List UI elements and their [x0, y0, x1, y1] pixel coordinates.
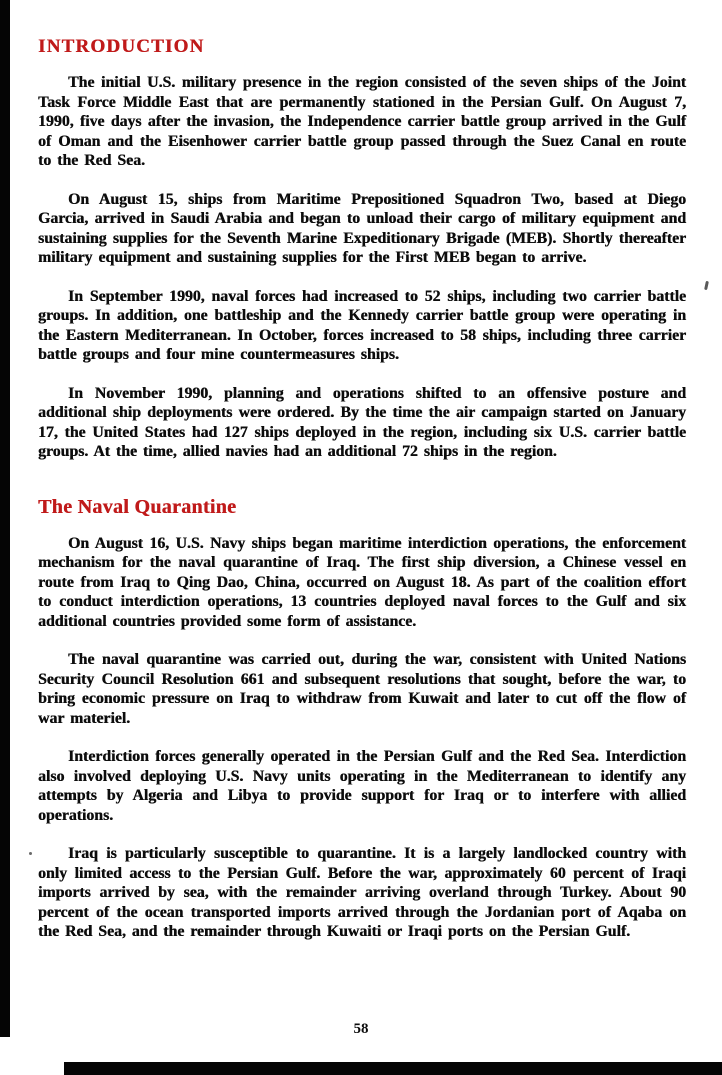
scan-artifact-left-bar [0, 0, 10, 1037]
paragraph-september-1990-forces: In September 1990, naval forces had increased to 52 ships, including two carrier battle groups. In addition, one battleship and the Kennedy carrier battle group were operating in the Eastern Mediterranean. In October, forces increased to 58 ships, including three carrier battle groups and four mine countermeasures ships. [38, 287, 686, 363]
section-heading-naval-quarantine: The Naval Quarantine [38, 495, 237, 518]
paragraph-un-resolution-661: The naval quarantine was carried out, during the war, consistent with United Nations Security Council Resolution 661 and subsequent resolutions that sought, before the war, to bring economic pressure on Iraq to withdraw from Kuwait and later to cut off the flow of war materiel. [38, 651, 686, 727]
section-heading-introduction: INTRODUCTION [38, 36, 205, 57]
paragraph-interdiction-areas: Interdiction forces generally operated in the Persian Gulf and the Red Sea. Interdiction also involved deploying U.S. Navy units operating in the Mediterranean to identify any attempts by Algeria and Libya to provide support for Iraq or to interfere with allied operations. [38, 748, 686, 824]
scan-artifact-tick-mark [704, 281, 709, 290]
paragraph-initial-presence: The initial U.S. military presence in the region consisted of the seven ships of the Joint Task Force Middle East that are permanently stationed in the Persian Gulf. On August 7, 1990, five days after the invasion, the Independence carrier battle group arrived in the Gulf of Oman and the Eisenhower carrier battle group passed through the Suez Canal en route to the Red Sea. [38, 74, 686, 169]
scan-artifact-bottom-bar [64, 1062, 722, 1075]
section-naval-quarantine [38, 495, 686, 942]
scan-artifact-speck [29, 852, 32, 855]
paragraph-interdiction-operations-begin: On August 16, U.S. Navy ships began maritime interdiction operations, the enforcement mechanism for the naval quarantine of Iraq. The first ship diversion, a Chinese vessel en route from Iraq to Qing Dao, China, occurred on August 18. As part of the coalition effort to conduct interdiction operations, 13 countries deployed naval forces to the Gulf and six additional countries provided some form of assistance. [38, 534, 686, 630]
section-introduction [38, 36, 686, 462]
page-number: 58 [353, 1021, 369, 1037]
paragraph-november-1990-offensive: In November 1990, planning and operations shifted to an offensive posture and additional ship deployments were ordered. By the time the air campaign started on January 17, the United States had 127 ships deployed in the region, including six U.S. carrier battle groups. At the time, allied navies had an additional 72 ships in the region. [38, 384, 686, 460]
paragraph-iraq-susceptible-quarantine: Iraq is particularly susceptible to quarantine. It is a largely landlocked country with only limited access to the Persian Gulf. Before the war, approximately 60 percent of Iraqi imports arrived by sea, with the remainder arriving overland through Turkey. About 90 percent of the ocean transported imports arrived through the Jordanian port of Aqaba on the Red Sea, and the remainder through Kuwaiti or Iraqi ports on the Persian Gulf. [38, 845, 686, 940]
page-content [38, 0, 686, 961]
paragraph-august-15-squadron: On August 15, ships from Maritime Prepositioned Squadron Two, based at Diego Garcia, arrived in Saudi Arabia and began to unload their cargo of military equipment and sustaining supplies for the Seventh Marine Expeditionary Brigade (MEB). Shortly thereafter military equipment and sustaining supplies for the First MEB began to arrive. [38, 190, 686, 266]
